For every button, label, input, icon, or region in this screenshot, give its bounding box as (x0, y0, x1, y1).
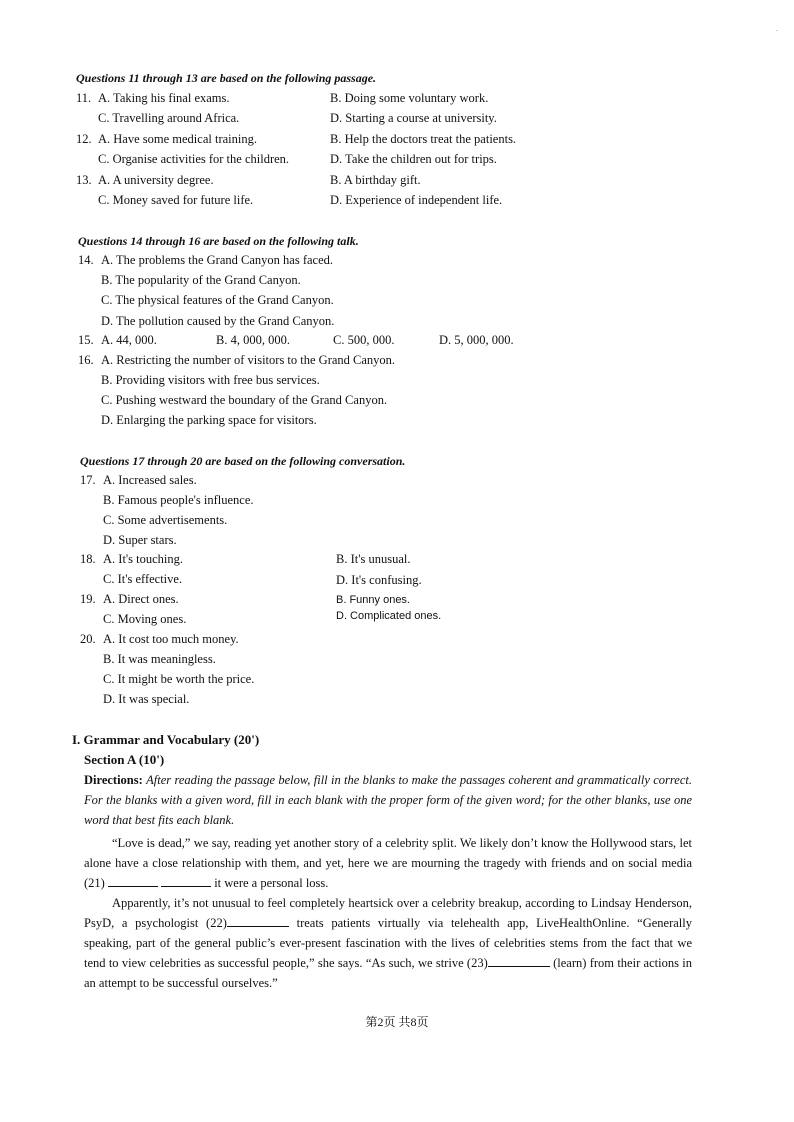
option-d: D. Starting a course at university. (330, 111, 497, 125)
section-header-q14-16: Questions 14 through 16 are based on the following talk. (78, 234, 359, 248)
page-footer: 第2页 共8页 (365, 1015, 429, 1029)
question-number: 19. (80, 592, 96, 606)
option-a: A. Restricting the number of visitors to the Grand Canyon. (101, 353, 396, 367)
paragraph-2-start: Apparently, it’s not unusual to feel completely heartsick over a celebrity breakup, according to Lindsay Henderson, PsyD, a psychologist (22) (84, 896, 692, 930)
option-a: A. Have some medical training. (98, 132, 257, 146)
option-d: D. It's confusing. (336, 573, 422, 587)
option-c: C. Organise activities for the children. (98, 152, 290, 166)
question-number: 12. (76, 132, 92, 146)
option-b: B. Funny ones. (336, 594, 410, 606)
option-b: B. It was meaningless. (103, 652, 216, 666)
option-c: C. Money saved for future life. (98, 193, 254, 207)
option-d: D. 5, 000, 000. (439, 333, 514, 347)
question-number: 20. (80, 632, 96, 646)
question-number: 15. (78, 333, 94, 347)
option-d: D. Enlarging the parking space for visitors. (101, 413, 317, 427)
option-c: C. Travelling around Africa. (98, 111, 240, 125)
paragraph-2-end: (learn) from their actions in an attempt to be successful ourselves.” (84, 956, 692, 990)
option-d: D. Super stars. (103, 533, 177, 547)
option-b: B. Providing visitors with free bus services. (101, 373, 320, 387)
scan-dot: . (776, 24, 778, 33)
blank-21a[interactable] (108, 874, 158, 887)
option-a: A. The problems the Grand Canyon has faced. (101, 253, 333, 267)
option-b: B. Famous people's influence. (103, 493, 254, 507)
option-a: A. It's touching. (103, 552, 184, 566)
passage-paragraph-2 (84, 893, 692, 993)
question-number: 13. (76, 173, 92, 187)
option-d: D. It was special. (103, 692, 190, 706)
paragraph-2-middle: treats patients virtually via telehealth app, LiveHealthOnline. “Generally speaking, part of the general public’s ever-present fascination with the lives of celebrities stems from the fact that we tend to view celebrities as successful people,” she says. “As such, we strive (23) (84, 916, 693, 970)
option-b: B. A birthday gift. (330, 173, 421, 187)
paragraph-1-start: “Love is dead,” we say, reading yet another story of a celebrity split. We likely don’t know the Hollywood stars, let alone have a close relationship with them, and yet, here we are mourning the tragedy with friends and on social media (21) (84, 836, 692, 890)
option-a: A. It cost too much money. (103, 632, 239, 646)
section-header-q17-20: Questions 17 through 20 are based on the following conversation. (80, 454, 406, 468)
option-d: D. Take the children out for trips. (330, 152, 497, 166)
option-b: B. Help the doctors treat the patients. (330, 132, 517, 146)
section-header-q11-13: Questions 11 through 13 are based on the following passage. (76, 71, 377, 85)
option-c: C. It's effective. (103, 572, 183, 586)
passage (84, 833, 692, 993)
option-c: C. The physical features of the Grand Canyon. (101, 293, 334, 307)
option-a: A. Direct ones. (103, 592, 179, 606)
option-b: B. Doing some voluntary work. (330, 91, 489, 105)
passage-paragraph-1 (84, 833, 692, 893)
option-b: B. 4, 000, 000. (216, 333, 290, 347)
option-b: B. The popularity of the Grand Canyon. (101, 273, 301, 287)
grammar-title: I. Grammar and Vocabulary (20') (72, 732, 260, 747)
option-c: C. Pushing westward the boundary of the Grand Canyon. (101, 393, 388, 407)
option-d: D. The pollution caused by the Grand Canyon. (101, 314, 335, 328)
option-a: A. A university degree. (98, 173, 214, 187)
question-number: 17. (80, 473, 96, 487)
option-a: A. Taking his final exams. (98, 91, 230, 105)
directions-label: Directions: (84, 773, 143, 787)
blank-22[interactable] (227, 914, 289, 927)
option-c: C. Moving ones. (103, 612, 187, 626)
paragraph-1-end: it were a personal loss. (214, 876, 329, 890)
question-number: 11. (76, 91, 92, 105)
option-c: C. 500, 000. (333, 333, 395, 347)
option-c: C. It might be worth the price. (103, 672, 255, 686)
option-d: D. Complicated ones. (336, 610, 442, 622)
option-c: C. Some advertisements. (103, 513, 228, 527)
question-number: 14. (78, 253, 94, 267)
option-a: A. 44, 000. (101, 333, 157, 347)
section-a-title: Section A (10') (84, 752, 165, 767)
question-number: 16. (78, 353, 94, 367)
option-b: B. It's unusual. (336, 552, 411, 566)
blank-21b[interactable] (161, 874, 211, 887)
option-d: D. Experience of independent life. (330, 193, 503, 207)
option-a: A. Increased sales. (103, 473, 197, 487)
blank-23[interactable] (488, 954, 550, 967)
directions-text: After reading the passage below, fill in the blanks to make the passages coherent and grammatically correct. For the blanks with a given word, fill in each blank with the proper form of the given word; for the other blanks, use one word that best fits each blank. (84, 773, 693, 827)
directions (84, 770, 692, 830)
question-number: 18. (80, 552, 96, 566)
